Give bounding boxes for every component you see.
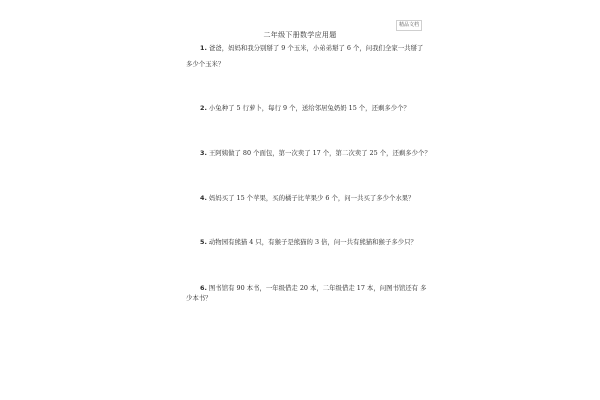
question-text: 爸爸，妈妈和我分别掰了 9 个玉米，小弟弟掰了 6 个，问我们全家一共掰了 — [208, 44, 424, 52]
question-6-continuation — [186, 294, 212, 303]
question-text: 动物园有熊猫 4 只，有猴子是熊猫的 3 倍，问一共有熊猫和猴子多少只？ — [208, 238, 417, 246]
question-4 — [200, 194, 415, 203]
question-text: 小兔种了 5 行萝卜，每行 9 个，送给邻居兔奶奶 15 个，还剩多少个？ — [208, 104, 410, 112]
question-number: 4. — [200, 194, 207, 202]
question-text: 妈妈买了 15 个苹果，买的橘子比苹果少 6 个，问一共买了多少个水果？ — [208, 194, 415, 202]
question-number: 6. — [200, 284, 207, 292]
question-number: 2. — [200, 104, 207, 112]
page-title: 二年级下册数学应用题 — [263, 31, 337, 39]
question-number: 5. — [200, 238, 207, 246]
question-number: 1. — [200, 44, 207, 52]
question-text: 少本书？ — [186, 294, 212, 302]
question-number: 3. — [200, 149, 207, 157]
question-6 — [200, 284, 426, 293]
question-3 — [200, 149, 431, 158]
question-text: 多少个玉米？ — [186, 60, 225, 68]
document-tag: 精品文档 — [396, 20, 422, 31]
question-text: 图书馆有 90 本书，一年级借走 20 本，二年级借走 17 本，问图书馆还有 多 — [208, 284, 427, 292]
question-1-continuation — [186, 60, 224, 69]
question-2 — [200, 104, 410, 113]
question-text: 王阿姨做了 80 个面包，第一次卖了 17 个，第二次卖了 25 个，还剩多少个？ — [208, 149, 431, 157]
question-1 — [200, 44, 423, 53]
question-5 — [200, 238, 417, 247]
